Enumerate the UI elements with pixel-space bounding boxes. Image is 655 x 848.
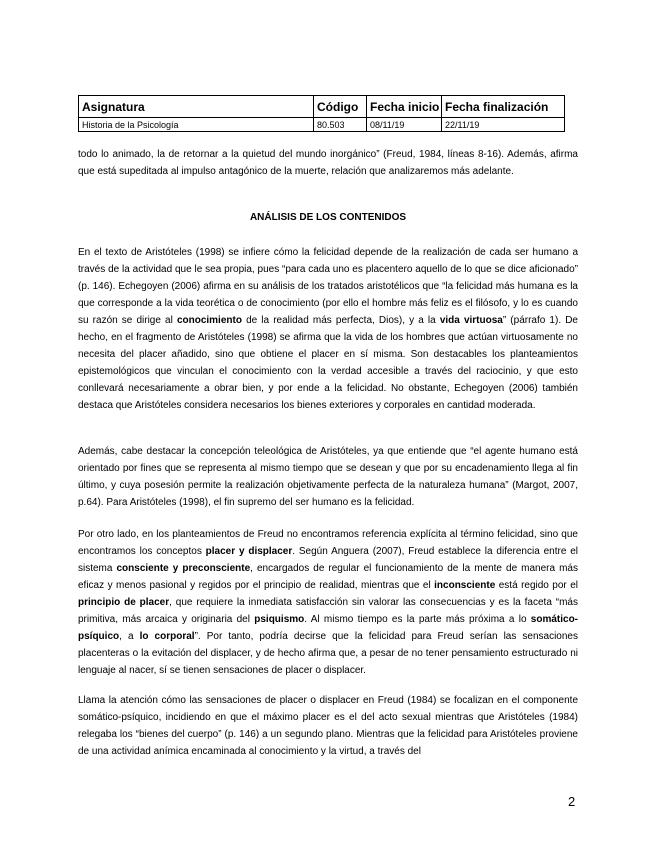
header-codigo: Código <box>314 96 367 118</box>
paragraph-freud <box>78 526 578 679</box>
bold-term: consciente y preconsciente <box>116 563 251 574</box>
text-run: ”. Por tanto, podría decirse que la felicidad para Freud serían las sensaciones placenteras o la evitación del displacer, y de hecho afirma que, a pesar de no tener pensamiento estructurado ni lenguaje al nacer, sí se tienen sensaciones de placer o displacer. <box>78 631 578 676</box>
text-run: , encargados de regular el funcionamiento de la mente de manera más eficaz y menos pasional y regidos por el principio de realidad, mientras que el <box>78 563 578 591</box>
table-header-row <box>79 96 565 118</box>
cell-codigo: 80.503 <box>314 118 367 132</box>
header-asignatura: Asignatura <box>79 96 314 118</box>
cell-asignatura: Historia de la Psicología <box>79 118 314 132</box>
cell-fecha-finalizacion: 22/11/19 <box>442 118 565 132</box>
bold-term: conocimiento <box>176 315 242 326</box>
paragraph-teleologia <box>78 443 578 511</box>
header-fecha-finalizacion: Fecha finalización <box>442 96 565 118</box>
text-run: . Según Anguera (2007), Freud establece la diferencia entre el sistema <box>78 546 578 574</box>
paragraph-comparacion <box>78 692 578 760</box>
section-heading: ANÁLISIS DE LOS CONTENIDOS <box>249 212 407 223</box>
bold-term: vida virtuosa <box>439 315 503 326</box>
text-run: , a <box>119 631 140 642</box>
table-row <box>79 118 565 132</box>
bold-term: psiquismo <box>254 614 305 625</box>
text-run: Además, cabe destacar la concepción teleológica de Aristóteles, ya que entiende que “el agente humano está orientado por fines que se representa al mismo tiempo que se desean y que por su encadenamiento llega al fin último, y cuya posesión permite la realización objetivamente perfecta de la naturaleza humana” (Margot, 2007, p.64). Para Aristóteles (1998), el fin supremo del ser humano es la felicidad. <box>78 446 578 508</box>
text-run: Llama la atención cómo las sensaciones de placer o displacer en Freud (1984) se focalizan en el componente somático-psíquico, incidiendo en que el máximo placer es el del acto sexual mientras que Aristóteles (1984) relegaba los “bienes del cuerpo” (p. 146) a un segundo plano. Mientras que la felicidad para Aristóteles proviene de una actividad anímica encaminada al conocimiento y la virtud, a través del <box>78 695 578 757</box>
text-run: de la realidad más perfecta, Dios), y a la <box>241 315 440 326</box>
bold-term: lo corporal <box>139 631 195 642</box>
bold-term: principio de placer <box>78 597 170 608</box>
bold-term: inconsciente <box>434 580 496 591</box>
text-run: ” (párrafo 1). De hecho, en el fragmento de Aristóteles (1998) se afirma que la vida de los hombres que actúan virtuosamente no necesita del placer añadido, sino que obtiene el placer en sí misma. Son destacables los planteamientos epistemológicos que vinculan el conocimiento con la verdad accesible a través del raciocinio, y que esto conllevará necesariamente a obrar bien, y por ende a la felicidad. No obstante, Echegoyen (2006) también destaca que Aristóteles considera necesarios los bienes exteriores y corporales en cantidad moderada. <box>78 315 578 411</box>
course-info-table <box>78 95 565 132</box>
text-run: todo lo animado, la de retornar a la quietud del mundo inorgánico” (Freud, 1984, líneas 8-16). Además, afirma que está supeditada al impulso antagónico de la muerte, relación que analizaremos más adelante. <box>78 149 578 177</box>
cell-fecha-inicio: 08/11/19 <box>367 118 442 132</box>
text-run: Por otro lado, en los planteamientos de Freud no encontramos referencia explícita al término felicidad, sino que encontramos los conceptos <box>78 529 578 557</box>
header-fecha-inicio: Fecha inicio <box>367 96 442 118</box>
page-number: 2 <box>568 794 576 809</box>
text-run: En el texto de Aristóteles (1998) se infiere cómo la felicidad depende de la realización de cada ser humano a través de la actividad que le sea propia, pues “para cada uno es placentero aquello de lo que se dice aficionado” (p. 146). Echegoyen (2006) afirma en su análisis de los tratados aristotélicos que “la felicidad más humana es la que corresponde a la vida teorética o de conocimiento (por ello el hombre más feliz es el filósofo, y lo es cuando su razón se dirige al <box>78 247 578 326</box>
text-run: . Al mismo tiempo es la parte más próxima a lo <box>304 614 531 625</box>
paragraph-intro <box>78 146 578 180</box>
bold-term: somático-psíquico <box>78 614 579 642</box>
paragraph-aristoteles <box>78 244 578 414</box>
bold-term: placer y displacer <box>205 546 293 557</box>
text-run: , que requiere la inmediata satisfacción sin valorar las consecuencias y es la faceta “más primitiva, más arcaica y originaria del <box>78 597 578 625</box>
text-run: está regido por el <box>495 580 578 591</box>
